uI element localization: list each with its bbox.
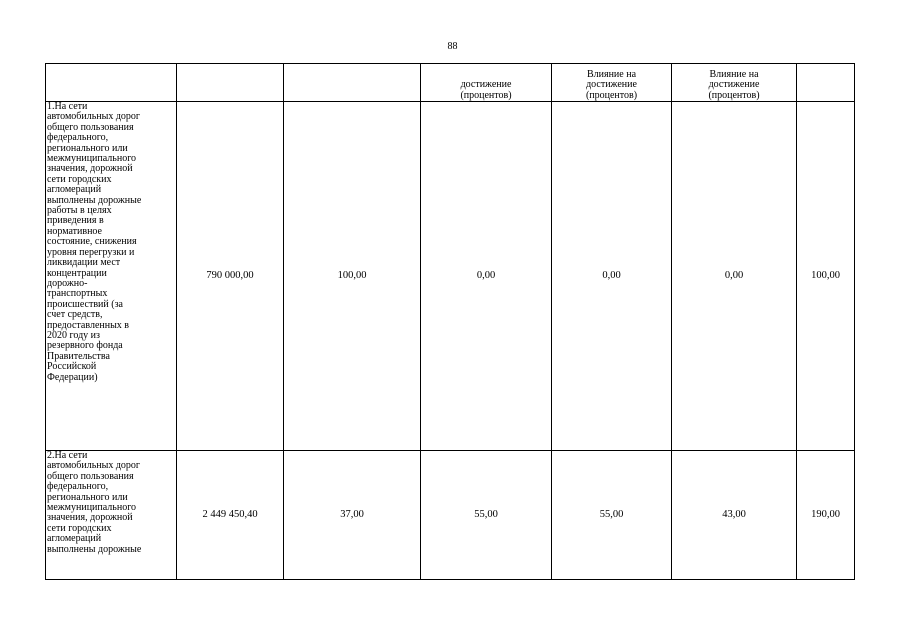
- indicator-table: [45, 63, 855, 580]
- value-cell: 190,00: [797, 451, 855, 580]
- value-cell: 0,00: [552, 102, 672, 451]
- row-name-cell: 1.На сети автомобильных дорог общего пользования федерального, регионального или межмуниципального значения, дорожной сети городских агломераций выполнены дорожные работы в целях приведения в нормативное состояние, снижения уровня перегрузки и ликвидации мест концентрации дорожно- транспортных происшествий (за счет средств, предоставленных в 2020 году из резервного фонда Правительства Российской Федерации): [46, 102, 177, 451]
- row-name-cell: 2.На сети автомобильных дорог общего пользования федерального, регионального или межмуниципального значения, дорожной сети городских агломераций выполнены дорожные: [46, 451, 177, 580]
- header-cell: [797, 64, 855, 102]
- value-cell: 43,00: [672, 451, 797, 580]
- value-cell: 55,00: [552, 451, 672, 580]
- value-cell: 790 000,00: [177, 102, 284, 451]
- table-row: [46, 102, 855, 451]
- table-row: [46, 451, 855, 580]
- value-cell: 55,00: [421, 451, 552, 580]
- table-header-row: [46, 64, 855, 102]
- header-cell: Влияние на достижение (процентов): [552, 64, 672, 102]
- header-cell: [46, 64, 177, 102]
- header-cell: [284, 64, 421, 102]
- value-cell: 100,00: [284, 102, 421, 451]
- value-cell: 0,00: [421, 102, 552, 451]
- value-cell: 100,00: [797, 102, 855, 451]
- header-cell: [177, 64, 284, 102]
- header-cell: Влияние на достижение (процентов): [672, 64, 797, 102]
- page-number: 88: [447, 41, 458, 52]
- value-cell: 37,00: [284, 451, 421, 580]
- value-cell: 0,00: [672, 102, 797, 451]
- value-cell: 2 449 450,40: [177, 451, 284, 580]
- header-cell: достижение (процентов): [421, 64, 552, 102]
